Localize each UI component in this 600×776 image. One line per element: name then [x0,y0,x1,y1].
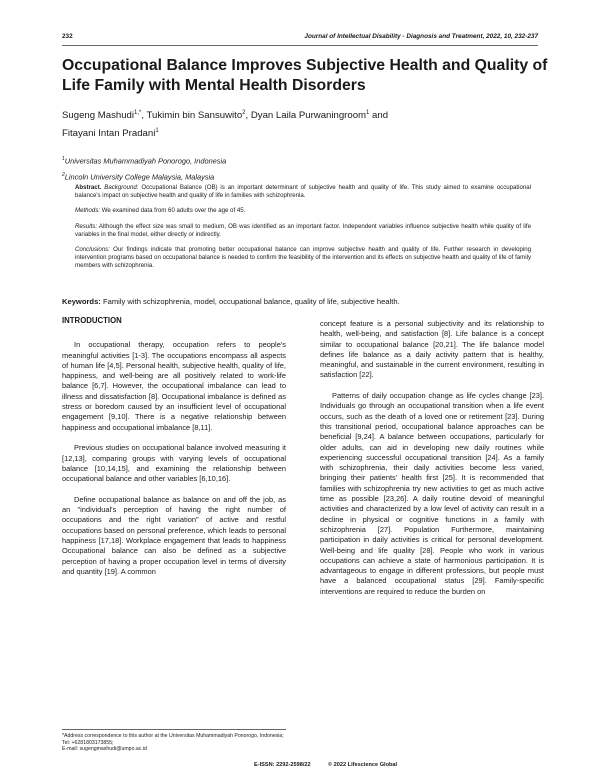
body-column-left [62,316,286,587]
author-name: Tukimin bin Sansuwito [146,110,243,122]
author-separator: , [245,110,251,122]
author-separator: , [141,110,147,122]
abstract-background [75,184,531,200]
journal-citation: Journal of Intellectual Disability - Diagnosis and Treatment, 2022, 10, 232-237 [304,33,538,40]
abstract-text: We examined data from 60 adults over the age of 45. [101,207,246,215]
affiliation-number: 1 [62,156,65,162]
affiliation-text: Universitas Muhammadiyah Ponorogo, Indonesia [64,156,227,166]
body-paragraph: concept feature is a personal subjectivity and its relationship to health, well-being, and satisfaction [8]. Life balance is a concept similar to occupational balance [20,21]. The life balance model defines life balance as a daily activity pattern that is healthy, meaningful, and sustainable in the current environment, resulting in satisfaction [22]. [320,319,544,380]
body-paragraph: Patterns of daily occupation change as life cycles change [23]. Individuals go through an occupational transition when a life event occurs, such as the death of a loved one or retirement [23]. During this transitional period, occupational balance approaches can be beneficial [9,24]. A balance between occupations, particularly for older adults, can aid in developing new daily routines while experiencing successful occupational transition [24]. As a family with schizophrenia, their daily activities become less varied, bringing their patients' health first [25]. It is recommended that families with schizophrenia try new activities to get as much active time as possible [23,26]. A daily routine devoid of meaningful activities and characterized by a low level of activity can result in a decline in physical or cognitive functions in a family with schizophrenia [27]. Population Furthermore, maintaining participation in daily activities is critical for personal development. Well-being and life quality [28]. People who work in various occupations can achieve a state of harmonious participation. It is advantageous to engage in different professions, but people must have a balanced occupational status [29]. Family-specific interventions are required to reduce the burden on [320,391,544,596]
abstract-text: Although the effect size was small to medium, OB was identified as an important factor. Independent variables influence subjective health while quality of life variables in the final model, either directly or indirectly. [75,222,531,238]
affiliation-number: 2 [62,172,65,178]
body-paragraph: Define occupational balance as balance on and off the job, as an "individual's perception of having the right number of occupations and the right variation" of active and restful occupations based on personal preference, which leads to personal happiness [17,18]. Workplace engagement that leads to happiness Occupational balance can also be defined as a subjective perception of having a proper occupation level in terms of diversity and quantity [19]. A common [62,494,286,576]
author-name: Sugeng Mashudi [62,110,135,122]
abstract [75,184,531,278]
abstract-results [75,223,531,239]
correspondence-footnote [62,729,286,753]
affiliation-text: Lincoln University College Malaysia, Malaysia [64,172,215,182]
author-affiliation-mark: 1 [155,127,159,134]
section-label: Background: [104,184,139,191]
author-name: Dyan Laila Purwaningroom [250,110,367,122]
footer-issn: E-ISSN: 2292-2598/22 [254,762,311,768]
keywords-text: Family with schizophrenia, model, occupational balance, quality of life, subjective health. [102,297,400,306]
running-header [62,33,538,46]
footnote-address: *Address correspondence to this author at the Universitas Muhammadiyah Ponorogo, Indonesia; Tel: +6281803173855; [62,733,284,746]
footnote-email: E-mail: sugengmashudi@umpo.ac.id [62,746,147,753]
author-conjunction: and [369,110,389,122]
page-number: 232 [62,33,73,40]
abstract-label: Abstract. [75,184,102,191]
author-affiliation-mark: 2 [242,110,246,116]
author-name: Fitayani Intan Pradani [62,127,156,139]
section-label: Results: [75,222,98,230]
abstract-text: Our findings indicate that promoting better occupational balance can improve subjective health and quality of life. Further research in developing intervention programs based on occupational balance is needed to confirm the feasibility of the intervention and its effects on subjective health and quality of life of family members with schizophrenia. [75,246,531,270]
body-paragraph: Previous studies on occupational balance involved measuring it [12,13], comparing groups with varying levels of occupational balance [10,14,15], and examining the relationship between occupational balance and other variables [6,10,16]. [62,443,286,484]
abstract-text: Occupational Balance (OB) is an important determinant of subjective health and quality of life. This study aimed to examine occupational balance's impact on subjective health and quality of life in families with schizophrenia. [75,184,531,200]
article-title: Occupational Balance Improves Subjective Health and Quality of Life Family with Mental Health Disorders [62,57,548,94]
body-column-right [320,319,544,607]
section-label: Methods: [75,207,101,215]
footer-copyright: © 2022 Lifescience Global [328,762,398,768]
keywords [62,297,548,306]
author-affiliation-mark: 1,* [134,110,142,116]
section-heading: INTRODUCTION [62,316,122,325]
body-paragraph: In occupational therapy, occupation refers to people's meaningful activities [1-3]. The occupations encompass all aspects of human life [4,5]. Personal health, subjective health, quality of life, happiness, and well-being are all positively related to work-life balance [6,7]. However, the occupational imbalance can lead to illness and dissatisfaction [8]. Occupational imbalance is defined as stress or boredom caused by an insufficient level of occupational engagement [9,10]. There is a negative relationship between happiness and occupational imbalance [8,11]. [62,340,286,432]
section-label: Conclusions: [75,246,110,254]
abstract-methods [75,207,531,215]
author-list [62,106,502,141]
affiliation [62,156,226,165]
affiliation [62,172,214,181]
abstract-conclusions [75,246,531,271]
keywords-label: Keywords: [62,297,101,306]
author-affiliation-mark: 1 [366,110,370,116]
